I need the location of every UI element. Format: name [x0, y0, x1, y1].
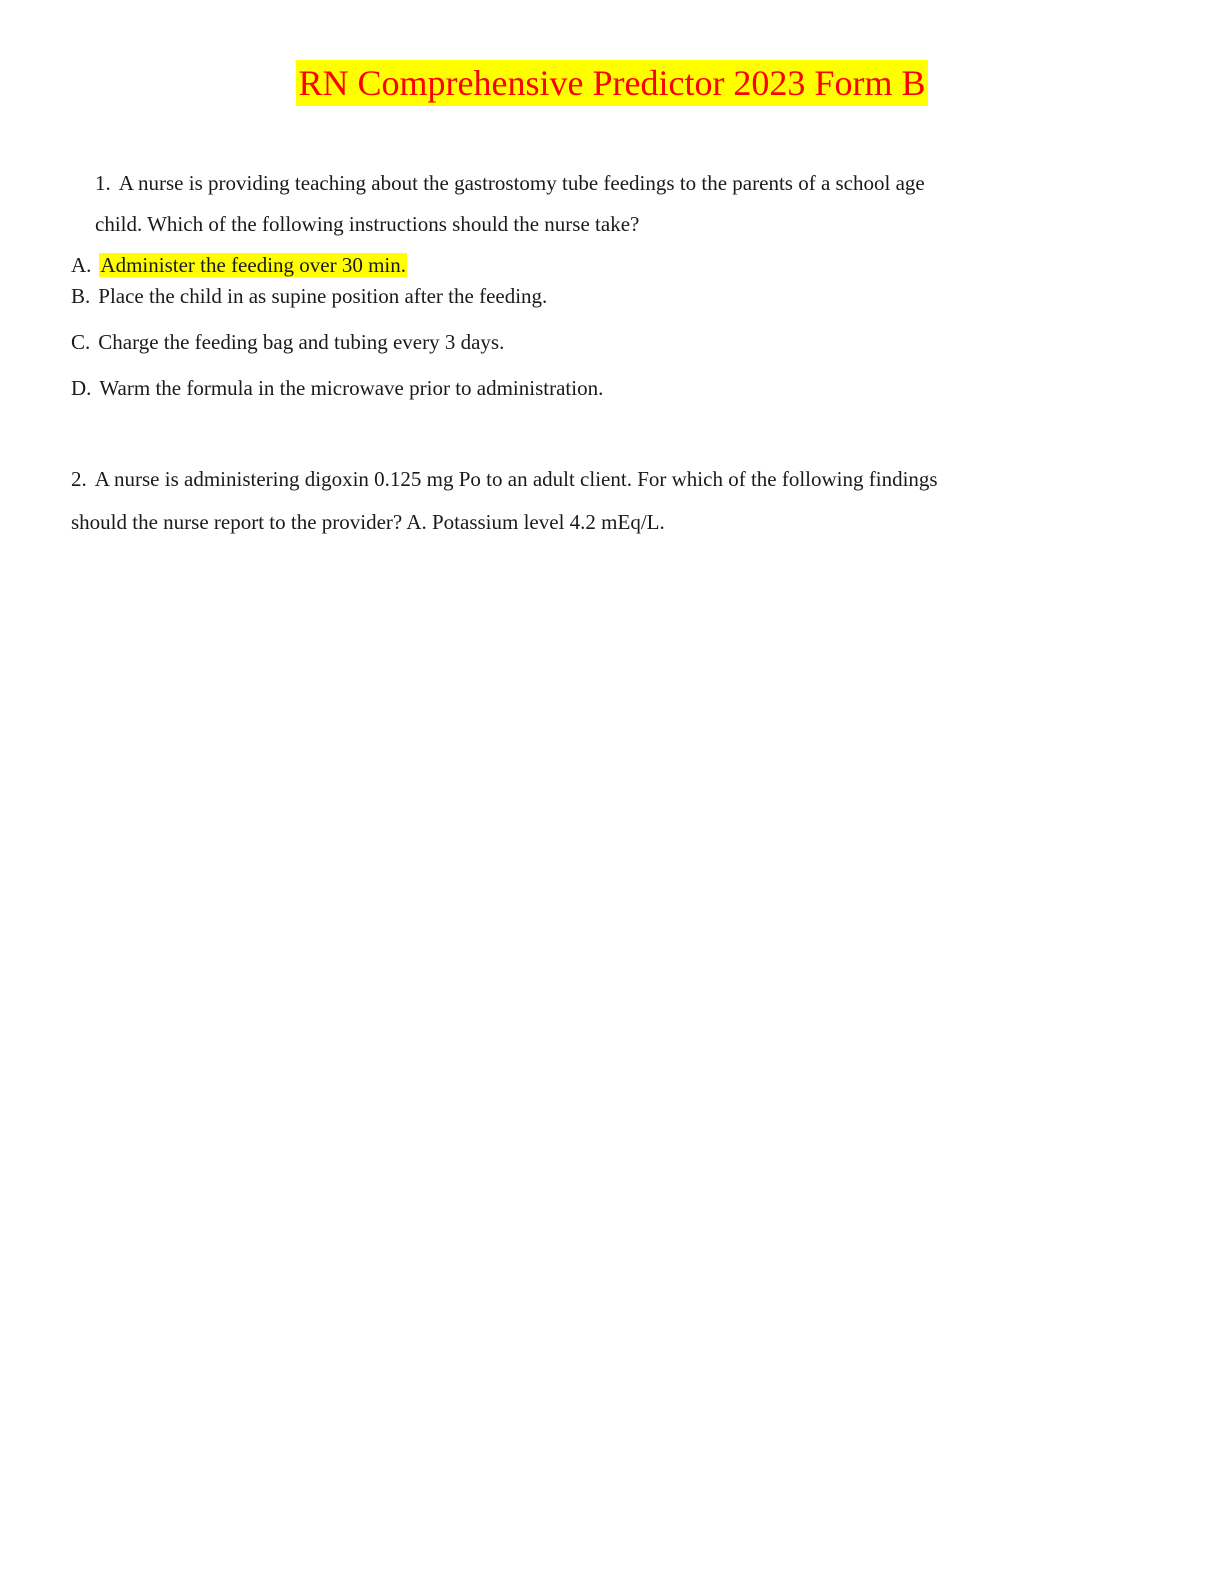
option-a-letter: A. [71, 253, 92, 277]
question-2-stem-text-2: should the nurse report to the provider? A. Potassium level 4.2 mEq/L. [71, 510, 665, 534]
question-1-stem-text-2: child. Which of the following instructions should the nurse take? [95, 212, 640, 236]
question-2-stem-text-1: A nurse is administering digoxin 0.125 mg Po to an adult client. For which of the following findings [94, 467, 938, 491]
option-c-letter: C. [71, 330, 91, 354]
option-c-text: Charge the feeding bag and tubing every 3 days. [98, 330, 505, 354]
option-d-text: Warm the formula in the microwave prior to administration. [99, 376, 604, 400]
question-1-stem-line-1 [95, 170, 925, 196]
question-1-stem-line-2 [95, 211, 639, 237]
option-d-letter: D. [71, 376, 92, 400]
title-container [0, 60, 1224, 106]
option-b-letter: B. [71, 284, 91, 308]
question-1-option-d [71, 375, 603, 401]
question-2-stem-line-2 [71, 509, 665, 535]
question-1-option-a [71, 252, 407, 278]
question-1-option-c [71, 329, 504, 355]
question-1-number: 1. [95, 171, 111, 195]
question-2-number: 2. [71, 467, 87, 491]
document-title: RN Comprehensive Predictor 2023 Form B [296, 60, 929, 106]
question-1-option-b [71, 283, 547, 309]
option-b-text: Place the child in as supine position after the feeding. [98, 284, 548, 308]
option-a-text: Administer the feeding over 30 min. [100, 253, 407, 277]
question-1-stem-text-1: A nurse is providing teaching about the gastrostomy tube feedings to the parents of a school age [118, 171, 925, 195]
question-2-stem-line-1 [71, 466, 938, 492]
